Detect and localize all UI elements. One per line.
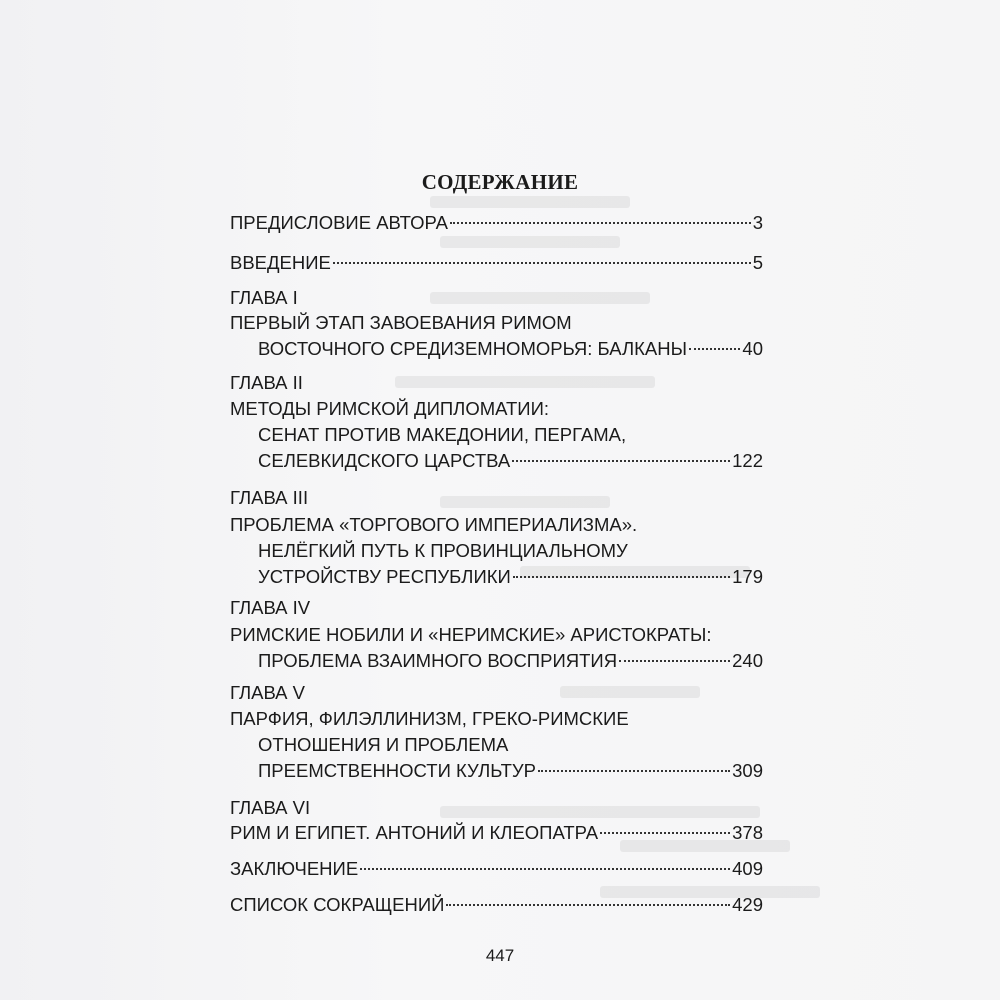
toc-leader-row (230, 210, 763, 236)
dot-leader (600, 831, 730, 834)
toc-leader-row (258, 758, 763, 784)
toc-entry-line (258, 564, 763, 590)
page-number: 447 (485, 946, 515, 965)
dot-leader (333, 261, 751, 264)
toc-entry-line (230, 210, 763, 236)
toc-entry-line (230, 820, 763, 846)
toc-entry-title: УСТРОЙСТВУ РЕСПУБЛИКИ (258, 566, 511, 587)
toc-leader-row (230, 250, 763, 276)
toc-entry-title: ВВЕДЕНИЕ (230, 252, 331, 273)
toc-page-number: 40 (742, 338, 763, 359)
toc-entry-line (230, 370, 763, 396)
toc-entry-line (230, 856, 763, 882)
toc-leader-row (258, 336, 763, 362)
toc-leader-row (258, 448, 763, 474)
toc-entry-title: СЕНАТ ПРОТИВ МАКЕДОНИИ, ПЕРГАМА, (258, 424, 627, 445)
chapter-label: ГЛАВА VI (230, 797, 311, 818)
toc-heading: СОДЕРЖАНИЕ (421, 170, 579, 194)
toc-entry-line (258, 422, 763, 448)
toc-entry-title: СЕЛЕВКИДСКОГО ЦАРСТВА (258, 450, 511, 471)
toc-entry-title: ЗАКЛЮЧЕНИЕ (230, 858, 359, 879)
dot-leader (450, 221, 751, 224)
toc-entry-title: РИМСКИЕ НОБИЛИ И «НЕРИМСКИЕ» АРИСТОКРАТЫ: (230, 624, 712, 645)
chapter-label: ГЛАВА IV (230, 597, 311, 618)
toc-entry-title: МЕТОДЫ РИМСКОЙ ДИПЛОМАТИИ: (230, 398, 550, 419)
dot-leader (513, 575, 730, 578)
toc-page-number: 179 (732, 566, 763, 587)
toc-page-number: 378 (732, 822, 763, 843)
toc-entry-line (258, 538, 763, 564)
toc-entry-line (230, 680, 763, 706)
dot-leader (512, 459, 730, 462)
bleed-through-shadow (440, 236, 620, 248)
toc-entry-line (258, 648, 763, 674)
toc-entry-title: НЕЛЁГКИЙ ПУТЬ К ПРОВИНЦИАЛЬНОМУ (258, 540, 628, 561)
toc-entry-title: ПЕРВЫЙ ЭТАП ЗАВОЕВАНИЯ РИМОМ (230, 312, 572, 333)
dot-leader (446, 903, 730, 906)
toc-leader-row (230, 820, 763, 846)
toc-entry-line (230, 595, 763, 621)
toc-page-number: 309 (732, 760, 763, 781)
toc-leader-row (258, 648, 763, 674)
toc-entry-title: ПРЕДИСЛОВИЕ АВТОРА (230, 212, 448, 233)
toc-entry-title: ПРЕЕМСТВЕННОСТИ КУЛЬТУР (258, 760, 536, 781)
toc-entry-title: СПИСОК СОКРАЩЕНИЙ (230, 894, 445, 915)
dot-leader (538, 769, 730, 772)
chapter-label: ГЛАВА II (230, 372, 303, 393)
toc-entry-title: ПРОБЛЕМА ВЗАИМНОГО ВОСПРИЯТИЯ (258, 650, 618, 671)
toc-entry-line (230, 892, 763, 918)
toc-page-number: 240 (732, 650, 763, 671)
toc-entry-line (230, 485, 763, 511)
toc-entry-title: ВОСТОЧНОГО СРЕДИЗЕМНОМОРЬЯ: БАЛКАНЫ (258, 338, 688, 359)
toc-entry-line (230, 310, 763, 336)
toc-entry-line (230, 285, 763, 311)
toc-page-number: 5 (752, 252, 763, 273)
toc-page-number: 429 (732, 894, 763, 915)
toc-entry-title: ОТНОШЕНИЯ И ПРОБЛЕМА (258, 734, 509, 755)
toc-entry-line (230, 396, 763, 422)
chapter-label: ГЛАВА III (230, 487, 309, 508)
dot-leader (689, 347, 740, 350)
toc-entry-line (230, 706, 763, 732)
toc-entry-line (258, 732, 763, 758)
bleed-through-shadow (430, 196, 630, 208)
toc-entry-line (230, 795, 763, 821)
toc-entry-line (230, 512, 763, 538)
toc-leader-row (230, 892, 763, 918)
toc-page-number: 3 (752, 212, 763, 233)
toc-entry-line (258, 448, 763, 474)
chapter-label: ГЛАВА I (230, 287, 298, 308)
toc-leader-row (230, 856, 763, 882)
dot-leader (360, 867, 730, 870)
toc-entry-title: РИМ И ЕГИПЕТ. АНТОНИЙ И КЛЕОПАТРА (230, 822, 599, 843)
chapter-label: ГЛАВА V (230, 682, 306, 703)
dot-leader (619, 659, 730, 662)
toc-entry-title: ПАРФИЯ, ФИЛЭЛЛИНИЗМ, ГРЕКО-РИМСКИЕ (230, 708, 629, 729)
toc-entry-line (230, 250, 763, 276)
toc-entry-title: ПРОБЛЕМА «ТОРГОВОГО ИМПЕРИАЛИЗМА». (230, 514, 638, 535)
toc-entry-line (258, 336, 763, 362)
toc-page-number: 409 (732, 858, 763, 879)
toc-entry-line (258, 758, 763, 784)
toc-entry-line (230, 622, 763, 648)
toc-leader-row (258, 564, 763, 590)
toc-page-number: 122 (732, 450, 763, 471)
